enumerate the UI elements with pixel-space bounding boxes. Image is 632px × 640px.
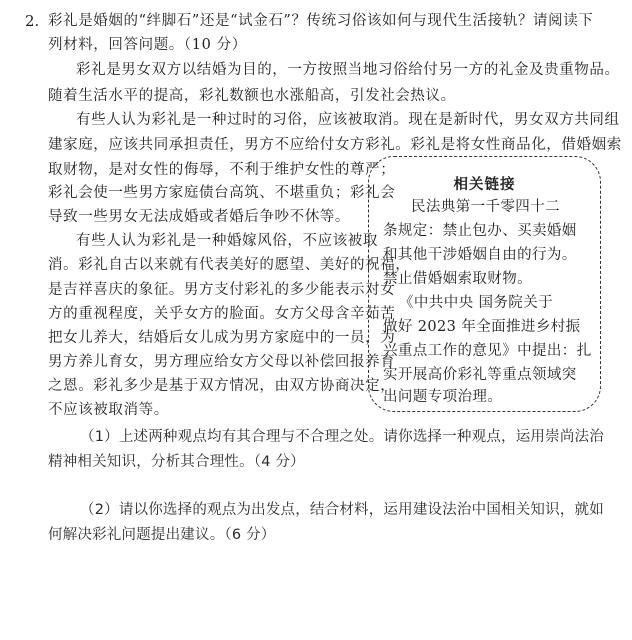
related-link-title: 相关链接	[453, 176, 516, 193]
view-1-line: 有些人认为彩礼是一种过时的习俗，应该被取消。现在是新时代，男女双方共同组	[76, 112, 620, 128]
material-intro-line: 彩礼是男女双方以结婚为目的，一方按照当地习俗给付另一方的礼金及贵重物品。	[76, 62, 620, 78]
sub-question-1-line: （1）上述两种观点均有其合理与不合理之处。请你选择一种观点，运用崇尚法治	[80, 429, 604, 445]
view-1-line: 彩礼会使一些男方家庭债台高筑、不堪重负；彩礼会	[48, 185, 396, 201]
view-2-line: 不应该被取消等。	[48, 402, 169, 418]
related-link-line: 禁止借婚姻索取财物。	[383, 271, 532, 287]
related-link-box	[368, 156, 601, 412]
sub-question-2-line: （2）请以你选择的观点为出发点，结合材料，运用建设法治中国相关知识，就如	[80, 502, 604, 518]
view-1-line: 建家庭，应该共同承担责任，男方不应给付女方彩礼。彩礼是将女性商品化，借婚姻索	[48, 137, 622, 153]
related-link-line: 和其他干涉婚姻自由的行为。	[383, 247, 577, 263]
view-1-line: 取财物，是对女性的侮辱，不利于维护女性的尊严；	[48, 162, 396, 178]
related-link-line: 条规定：禁止包办、买卖婚姻	[383, 223, 577, 239]
related-link-line: 做好 2023 年全面推进乡村振	[383, 319, 581, 335]
related-link-line: 兴重点工作的意见》中提出：扎	[383, 343, 592, 359]
question-prompt-line: 彩礼是婚姻的“绊脚石”还是“试金石”？传统习俗该如何与现代生活接轨？请阅读下	[48, 13, 594, 29]
question-prompt-line: 列材料，回答问题。（10 分）	[48, 37, 247, 53]
view-2-line: 男方养儿育女，男方理应给女方父母以补偿回报养育	[48, 354, 396, 370]
related-link-line: 实开展高价彩礼等重点领域突	[383, 367, 577, 383]
view-1-line: 导致一些男女无法成婚或者婚后争吵不休等。	[48, 209, 350, 225]
sub-question-2-line: 何解决彩礼问题提出建议。（6 分）	[48, 527, 276, 543]
view-2-line: 之恩。彩礼多少是基于双方情况，由双方协商决定，	[48, 378, 396, 394]
related-link-line: 民法典第一千零四十二	[411, 199, 560, 215]
view-2-line: 有些人认为彩礼是一种婚嫁风俗，不应该被取	[76, 233, 378, 249]
question-number: 2.	[25, 12, 40, 30]
material-intro-line: 随着生活水平的提高，彩礼数额也水涨船高，引发社会热议。	[48, 88, 456, 104]
related-link-line: 《中共中央 国务院关于	[399, 295, 554, 311]
sub-question-1-line: 精神相关知识，分析其合理性。（4 分）	[48, 454, 305, 470]
view-2-line: 方的重视程度，关乎女方的脸面。女方父母含辛茹苦	[48, 306, 396, 322]
view-2-line: 消。彩礼自古以来就有代表美好的愿望、美好的祝福，	[48, 257, 411, 273]
view-2-line: 是吉祥喜庆的象征。男方支付彩礼的多少能表示对女	[48, 282, 396, 298]
related-link-line: 出问题专项治理。	[383, 389, 503, 405]
view-2-line: 把女儿养大，结婚后女儿成为男方家庭中的一员，为	[48, 330, 396, 346]
